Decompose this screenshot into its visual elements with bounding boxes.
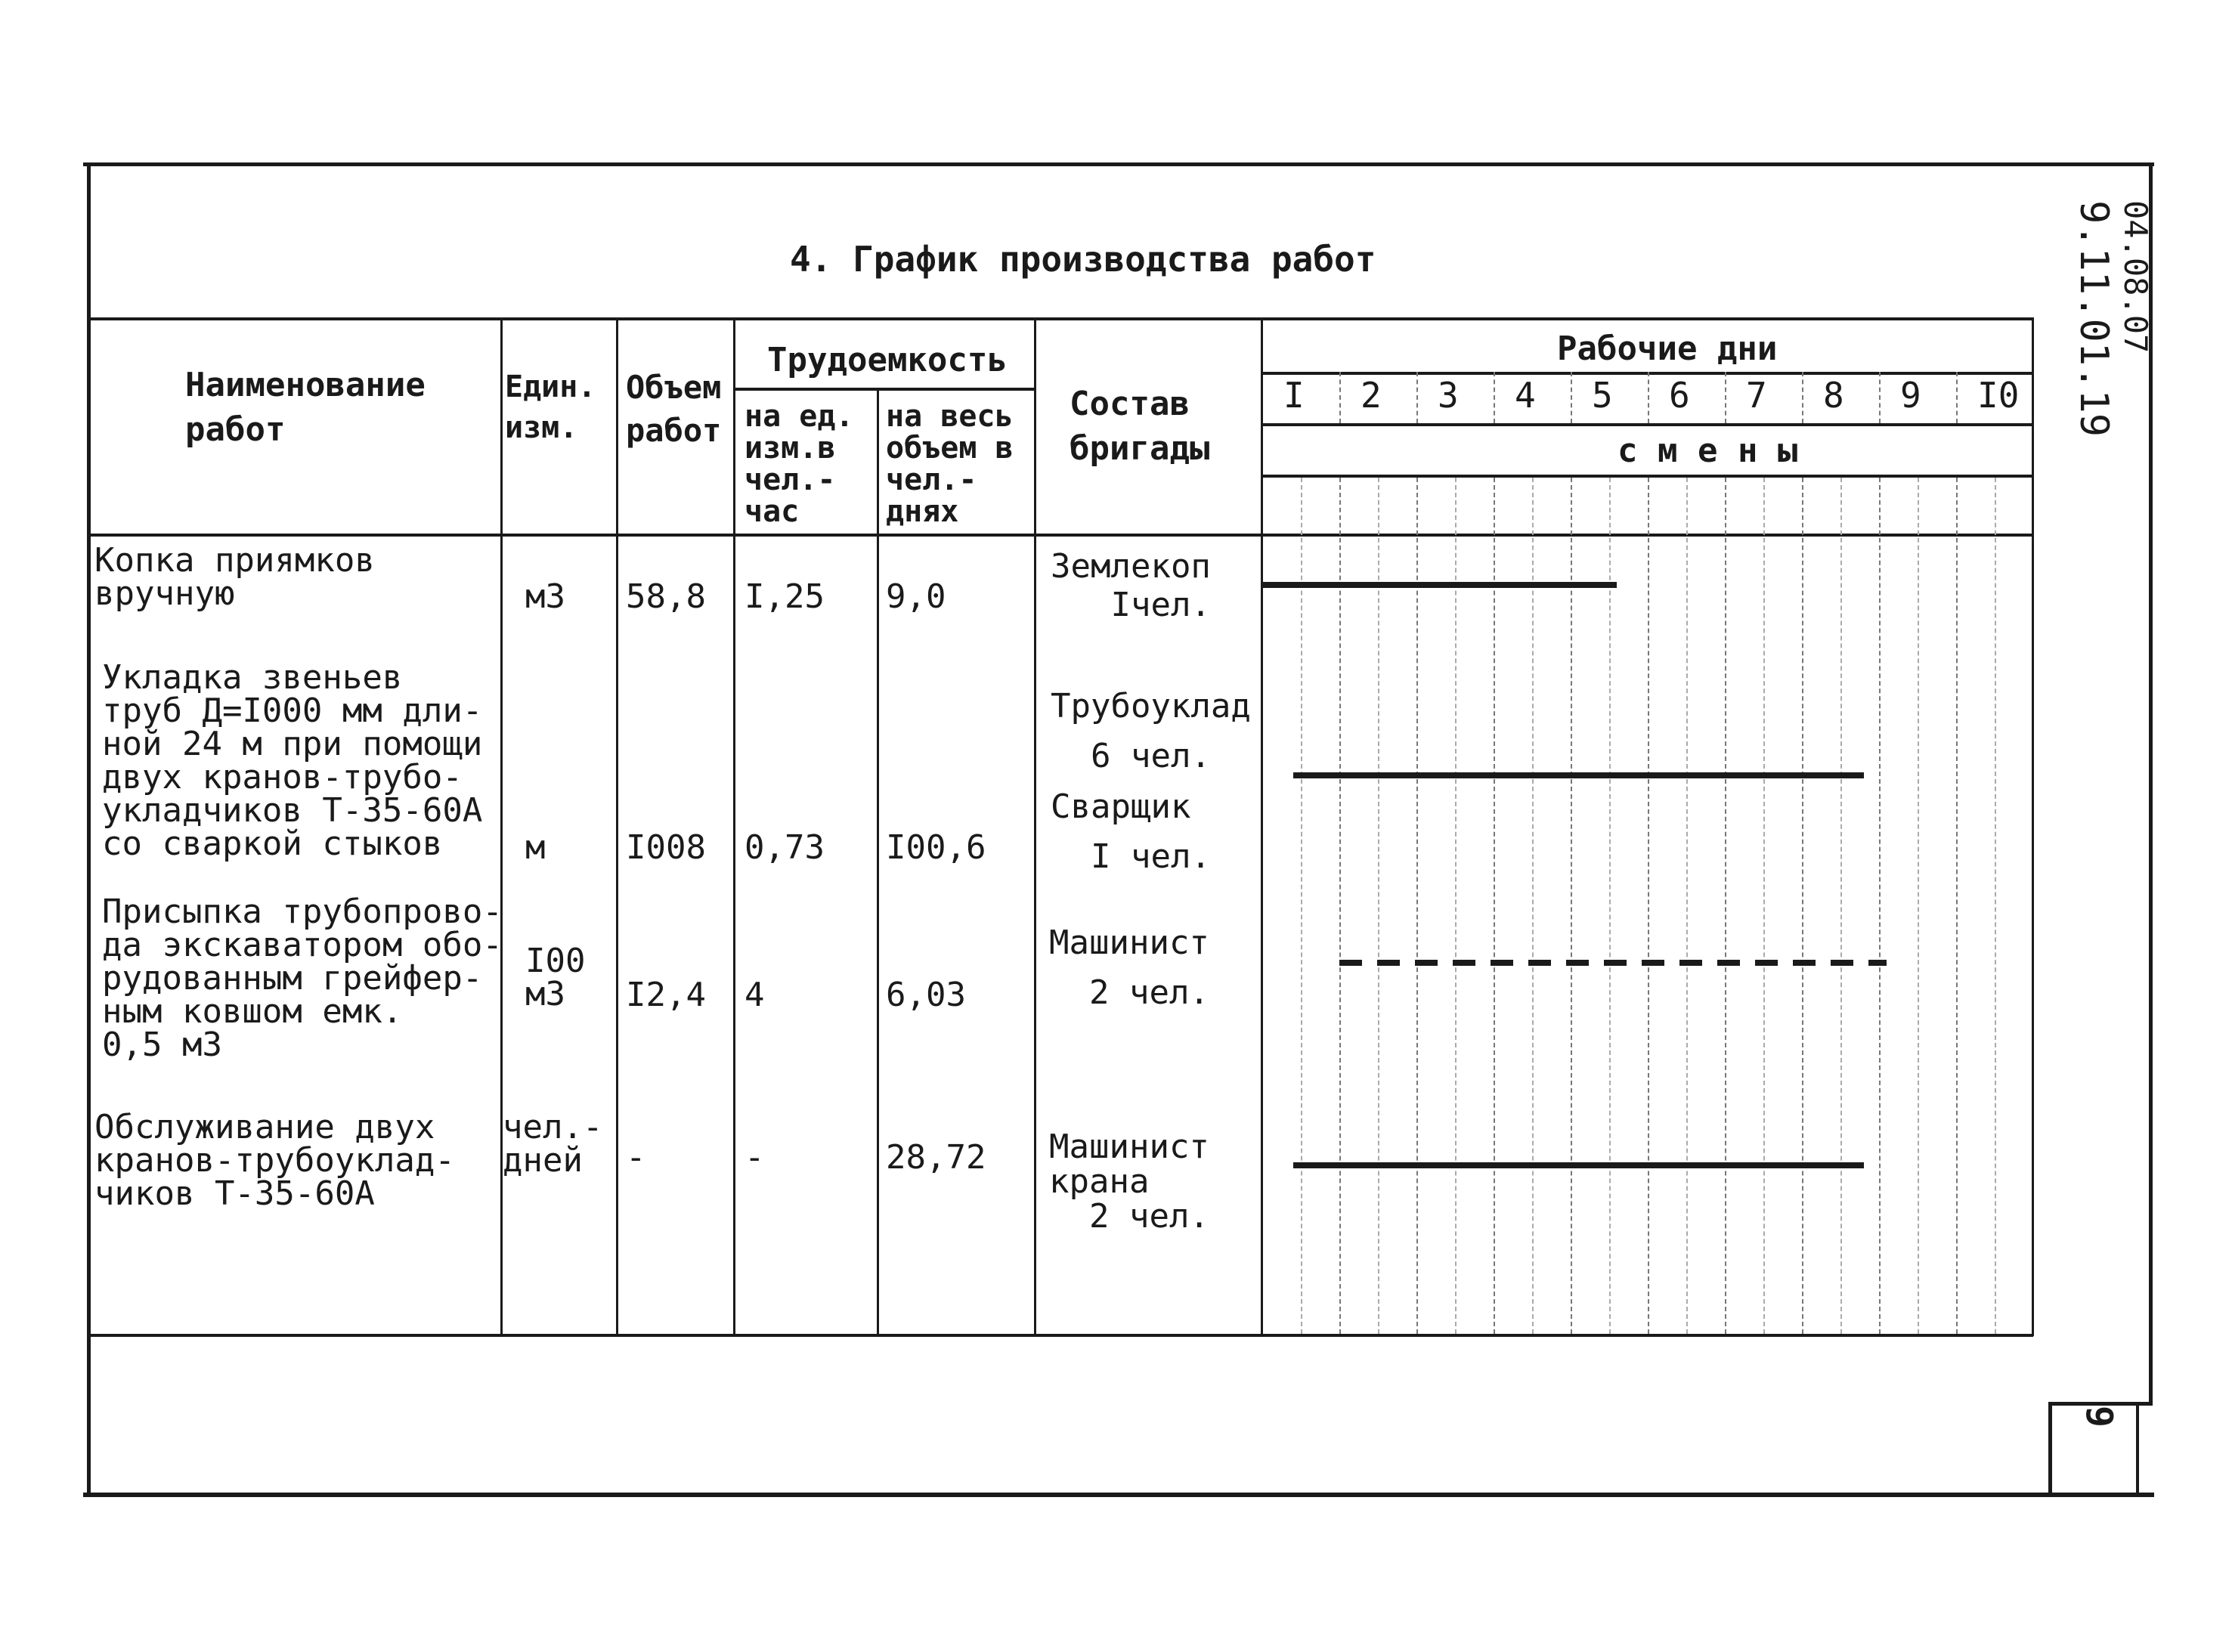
schedule-bar-row-1 [1262, 582, 1617, 588]
grid-line-8 [1571, 478, 1572, 1334]
schedule-bar-row-4 [1293, 1162, 1864, 1168]
row-1-volume: 58,8 [626, 577, 706, 616]
row-4-name: Обслуживание двух кранов-трубоуклад- чиков Т-35-60А [94, 1108, 455, 1213]
header-volume: Объем работ [626, 369, 722, 449]
grid-line-3 [1378, 478, 1379, 1334]
col-line-unit [500, 317, 503, 1336]
row-2-labor-unit: 0,73 [745, 828, 825, 867]
day-number-7: 7 [1746, 375, 1767, 416]
table-top-line [87, 317, 2033, 320]
frame-left [87, 162, 91, 1496]
col-line-days [1261, 317, 1263, 1336]
labor-sub-line [733, 388, 1034, 391]
col-line-labor-total [877, 388, 879, 1336]
grid-line-15 [1840, 478, 1842, 1334]
numbers-sub-line [1262, 423, 2033, 426]
day-separator-9 [1956, 372, 1958, 423]
day-number-6: 6 [1669, 375, 1690, 416]
row-2-labor-total: I00,6 [886, 828, 986, 867]
header-bottom-line [87, 534, 2033, 537]
grid-line-6 [1494, 478, 1495, 1334]
row-1-labor-total: 9,0 [886, 577, 946, 616]
day-separator-8 [1879, 372, 1881, 423]
row-1-unit: м3 [525, 577, 565, 616]
side-code: 9.11.01.19 [2071, 200, 2116, 438]
day-separator-7 [1802, 372, 1803, 423]
row-4-crew: Машинист крана 2 чел. [1049, 1128, 1209, 1236]
day-separator-5 [1648, 372, 1649, 423]
day-separator-4 [1571, 372, 1572, 423]
header-days: Рабочие дни [1557, 329, 1778, 368]
grid-line-7 [1532, 478, 1534, 1334]
grid-line-19 [1995, 478, 1996, 1334]
row-2-crew-welder: Сварщик I чел. [1051, 787, 1211, 876]
grid-line-5 [1455, 478, 1457, 1334]
day-separator-2 [1416, 372, 1418, 423]
row-3-volume: I2,4 [626, 976, 706, 1014]
header-labor: Трудоемкость [767, 341, 1008, 379]
grid-line-1 [1301, 478, 1302, 1334]
col-line-end [2032, 317, 2034, 1336]
row-3-labor-unit: 4 [745, 976, 765, 1014]
row-4-unit: чел.- дней [503, 1108, 603, 1180]
grid-line-14 [1802, 478, 1803, 1334]
schedule-bar-row-3 [1339, 960, 1887, 966]
row-3-name: Присыпка трубопрово- да экскаватором обо- рудованным грейфер- ным ковшом емк. 0,5 м3 [102, 893, 503, 1064]
header-labor-unit: на ед. изм.в чел.- час [745, 399, 854, 529]
day-number-1: I [1283, 375, 1305, 416]
grid-line-2 [1339, 478, 1341, 1334]
col-line-volume [616, 317, 618, 1336]
day-number-10: I0 [1977, 375, 2020, 416]
row-1-name: Копка приямков вручную [94, 541, 375, 613]
grid-line-9 [1609, 478, 1611, 1334]
stamp-left-line [2048, 1402, 2052, 1496]
table-bottom-line [87, 1334, 2033, 1337]
grid-line-11 [1686, 478, 1688, 1334]
side-date: 04.08.07 [2117, 200, 2154, 354]
day-number-9: 9 [1900, 375, 1921, 416]
row-2-unit: м [525, 828, 546, 867]
page-number: 9 [2078, 1406, 2120, 1428]
day-number-5: 5 [1592, 375, 1613, 416]
header-shifts: с м е н ы [1618, 432, 1798, 470]
document-title: 4. График производства работ [790, 239, 1376, 280]
header-unit: Един. изм. [505, 370, 596, 445]
header-name: Наименование работ [185, 366, 426, 450]
stamp-right-line [2136, 1402, 2139, 1496]
col-line-crew [1034, 317, 1036, 1336]
day-number-3: 3 [1438, 375, 1459, 416]
day-number-4: 4 [1515, 375, 1536, 416]
day-separator-6 [1725, 372, 1726, 423]
col-line-labor-unit [733, 317, 735, 1336]
grid-line-4 [1416, 478, 1418, 1334]
schedule-bar-row-2 [1293, 772, 1864, 778]
row-4-volume: - [626, 1138, 646, 1177]
grid-line-17 [1918, 478, 1919, 1334]
frame-bottom [83, 1493, 2154, 1497]
header-crew: Состав бригады [1070, 385, 1210, 469]
row-4-labor-unit: - [745, 1138, 765, 1177]
row-3-unit: I00 м3 [525, 942, 586, 1013]
grid-line-12 [1725, 478, 1726, 1334]
grid-line-16 [1879, 478, 1881, 1334]
header-labor-total: на весь объем в чел.- днях [886, 399, 1014, 529]
day-number-2: 2 [1361, 375, 1382, 416]
row-1-labor-unit: I,25 [745, 577, 825, 616]
row-3-labor-total: 6,03 [886, 976, 966, 1014]
row-3-crew: Машинист 2 чел. [1049, 923, 1209, 1012]
row-1-crew: Землекоп Iчел. [1051, 547, 1211, 624]
row-2-crew-pipelayer: Трубоуклад 6 чел. [1051, 687, 1251, 775]
grid-line-13 [1763, 478, 1765, 1334]
row-4-labor-total: 28,72 [886, 1138, 986, 1177]
day-separator-1 [1339, 372, 1341, 423]
row-2-name: Укладка звеньев труб Д=I000 мм дли- ной 24 м при помощи двух кранов-трубо- укладчиков Т-35-60А со сваркой стыков [102, 658, 483, 863]
day-separator-3 [1494, 372, 1495, 423]
grid-line-18 [1956, 478, 1958, 1334]
frame-top [83, 162, 2154, 166]
grid-line-10 [1648, 478, 1649, 1334]
row-2-volume: I008 [626, 828, 706, 867]
day-number-8: 8 [1823, 375, 1844, 416]
